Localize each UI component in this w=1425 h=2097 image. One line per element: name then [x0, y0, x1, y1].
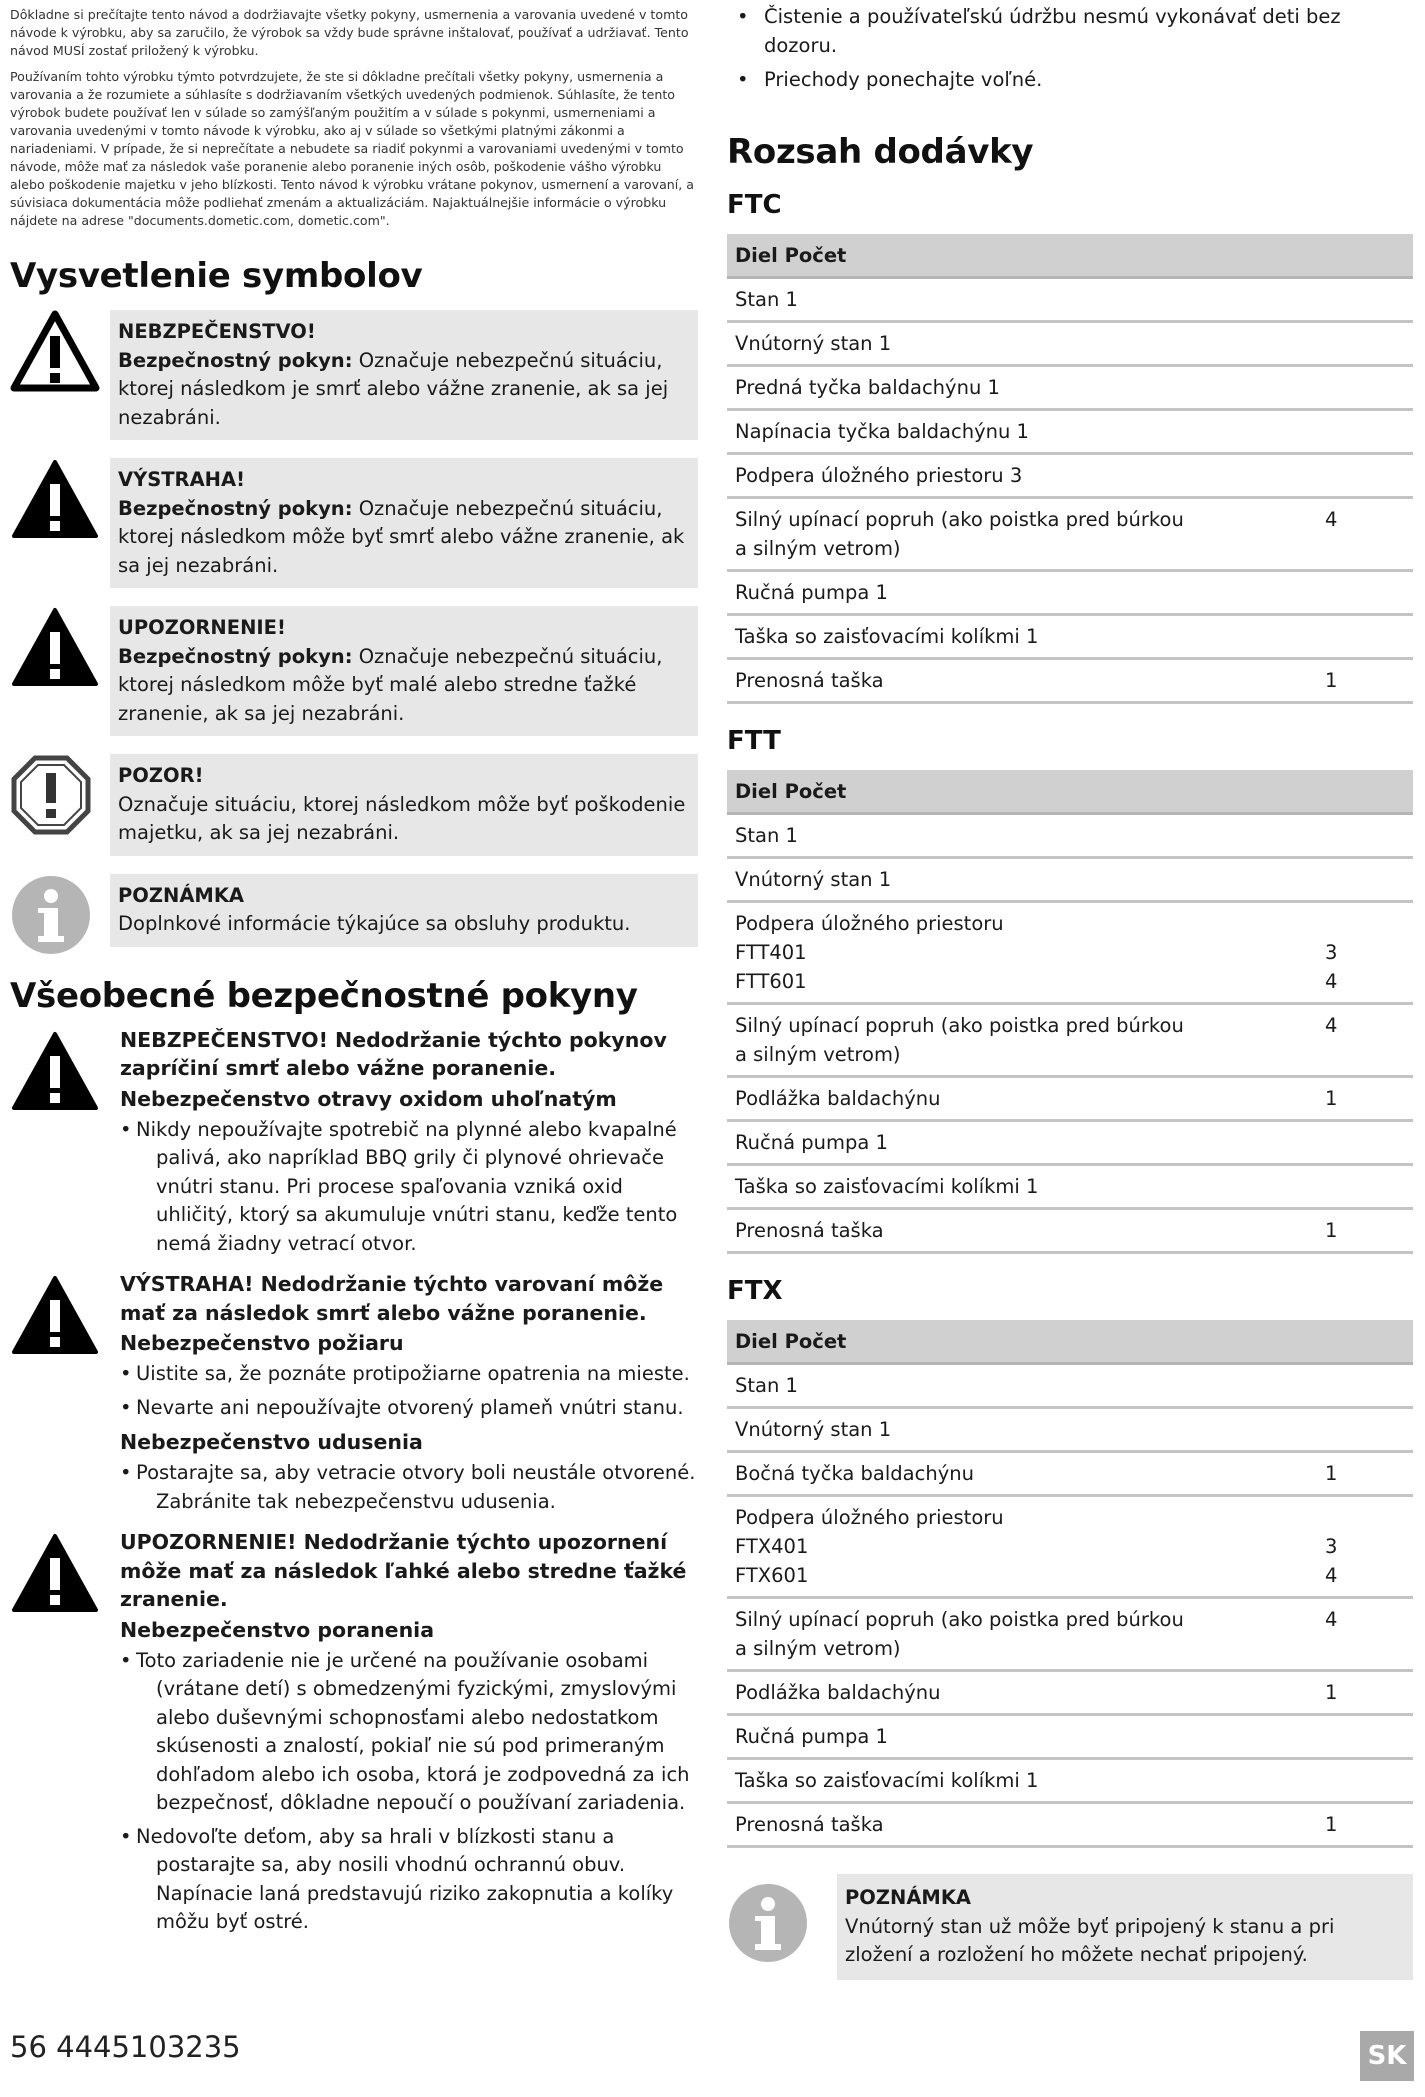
- page-number: 56 4445103235: [10, 2030, 241, 2064]
- hazard-title: Nebezpečenstvo udusenia: [120, 1430, 423, 1454]
- symbol-text: Označuje situáciu, ktorej následkom môže byť poškodenie majetku, ak sa jej nezabráni.: [118, 792, 686, 844]
- hazard-title: Nebezpečenstvo požiaru: [120, 1331, 404, 1355]
- symbol-lead: Bezpečnostný pokyn:: [118, 348, 353, 372]
- model-title-ftx: FTX: [727, 1276, 783, 1306]
- intro-paragraph: Používaním tohto výrobku týmto potvrdzujete, že ste si dôkladne prečítali všetky pokyny, usmernenia a varovania a že rozumiete a súhlasíte s dodržiavaním všetkých uvedených podmienok. Súhlasíte, že tento výrobok budete používať len v súlade so zamýšľaným použitím a v súlade s pokynmi, usmerneniami a varovania uvedenými v tomto návode k výrobku, ako aj v súlade so všetkými platnými zákonmi a nariadeniami. V prípade, že si neprečítate a nebudete sa riadiť pokynmi a varovaniami uvedenými v tomto návode, môže mať za následok vaše poranenie alebo poranenie iných osôb, poškodenie vášho výrobku alebo poškodenie majetku v jeho blízkosti. Tento návod k výrobku vrátane pokynov, usmernení a varovaní, a súvisiaca dokumentácia môže podliehať zmenám a aktualizáciám. Najaktuálnejšie informácie o výrobku nájdete na adrese "documents.dometic.com, dometic.com".: [10, 69, 695, 228]
- part-count: [1317, 1165, 1413, 1209]
- parts-table-ftx: [727, 1320, 1413, 1848]
- part-name: Silný upínací popruh (ako poistka pred búrkou a silným vetrom): [727, 498, 1317, 571]
- table-row: [727, 1803, 1413, 1847]
- part-name: Silný upínací popruh (ako poistka pred búrkou a silným vetrom): [727, 1598, 1317, 1671]
- part-count: 1: [1317, 1803, 1413, 1847]
- part-count: 4: [1317, 1561, 1413, 1598]
- symbol-title: VÝSTRAHA!: [118, 468, 245, 491]
- language-badge: SK: [1360, 2031, 1414, 2081]
- symbol-text: Označuje nebezpečnú situáciu, ktorej následkom môže byť malé alebo stredne ťažké zranenie, ak sa jej nezabráni.: [118, 644, 663, 725]
- safety-warning: [10, 1270, 698, 1522]
- info-icon: [10, 874, 110, 956]
- part-name: FTX601: [727, 1561, 1317, 1598]
- table-header: Diel Počet: [727, 234, 1413, 278]
- part-name: Ručná pumpa 1: [727, 1121, 1317, 1165]
- part-count: 4: [1317, 1004, 1413, 1077]
- table-header: Diel Počet: [727, 770, 1413, 814]
- part-count: 3: [1325, 1535, 1338, 1558]
- table-row: [727, 938, 1413, 967]
- symbol-note: [10, 874, 698, 956]
- symbol-lead: Bezpečnostný pokyn:: [118, 644, 353, 668]
- table-row: [727, 1671, 1413, 1715]
- symbol-warning: [10, 458, 698, 588]
- right-column: [727, 2, 1413, 1980]
- table-row: [727, 814, 1413, 858]
- part-name: Stan 1: [727, 1364, 1317, 1408]
- warning-triangle-icon: [10, 310, 110, 392]
- table-row: [727, 454, 1413, 498]
- warning-solid-icon: [10, 458, 110, 540]
- part-name: FTX401: [735, 1535, 809, 1558]
- table-row: [727, 615, 1413, 659]
- symbol-text: Doplnkové informácie týkajúce sa obsluhy produktu.: [118, 912, 631, 935]
- symbol-title: NEBZPEČENSTVO!: [118, 320, 316, 343]
- symbol-title: UPOZORNENIE!: [118, 616, 286, 639]
- table-row: [727, 498, 1413, 571]
- table-row: [727, 659, 1413, 703]
- part-name: Prenosná taška: [727, 1209, 1317, 1253]
- part-name: Predná tyčka baldachýnu 1: [727, 366, 1317, 410]
- warning-solid-icon: [10, 606, 110, 688]
- list-item: • Nevarte ani nepoužívajte otvorený plameň vnútri stanu.: [120, 1394, 698, 1423]
- note-title: POZNÁMKA: [845, 1886, 972, 1909]
- part-count: [1317, 1364, 1413, 1408]
- part-name: Taška so zaisťovacími kolíkmi 1: [727, 1165, 1317, 1209]
- table-row: [727, 1165, 1413, 1209]
- part-name: Bočná tyčka baldachýnu: [727, 1452, 1317, 1496]
- part-count: 4: [1317, 967, 1413, 1004]
- table-row: [727, 1532, 1413, 1561]
- part-count: 4: [1317, 1598, 1413, 1671]
- part-count: [1317, 1408, 1413, 1452]
- symbol-caution: [10, 606, 698, 736]
- parts-table-ftt: [727, 770, 1413, 1254]
- table-row: [727, 1364, 1413, 1408]
- intro-text: [10, 6, 698, 230]
- part-count: [1317, 1121, 1413, 1165]
- table-row: [727, 1408, 1413, 1452]
- parts-table-ftc: [727, 234, 1413, 704]
- table-row: [727, 1209, 1413, 1253]
- part-name: Podpera úložného priestoru 3: [727, 454, 1317, 498]
- part-count: [1317, 410, 1413, 454]
- part-count: [1317, 571, 1413, 615]
- note-box: [727, 1874, 1413, 1980]
- symbol-title: POZNÁMKA: [118, 883, 245, 907]
- part-name: Stan 1: [727, 814, 1317, 858]
- symbol-title: POZOR!: [118, 764, 204, 787]
- part-name: Ručná pumpa 1: [727, 571, 1317, 615]
- table-row: [727, 410, 1413, 454]
- list-item: • Nedovoľte deťom, aby sa hrali v blízkosti stanu a postarajte sa, aby nosili vhodnú ochrannú obuv. Napínacie laná predstavujú riziko zakopnutia a kolíky môžu byť ostré.: [120, 1823, 698, 1937]
- table-row: [727, 1715, 1413, 1759]
- part-count: [1317, 366, 1413, 410]
- danger-headline: NEBZPEČENSTVO! Nedodržanie týchto pokynov zapríčiní smrť alebo vážne poranenie.: [120, 1027, 667, 1080]
- safety-heading: Všeobecné bezpečnostné pokyny: [10, 975, 638, 1016]
- table-row: [727, 1121, 1413, 1165]
- part-name: Vnútorný stan 1: [727, 858, 1317, 902]
- symbol-lead: Bezpečnostný pokyn:: [118, 496, 353, 520]
- safety-caution: [10, 1528, 698, 1943]
- model-title-ftc: FTC: [727, 190, 782, 220]
- symbol-danger: [10, 310, 698, 440]
- list-item: • Čistenie a používateľskú údržbu nesmú vykonávať deti bez dozoru.: [727, 2, 1413, 60]
- symbol-notice: [10, 754, 698, 856]
- table-row: [727, 858, 1413, 902]
- list-item: • Uistite sa, že poznáte protipožiarne opatrenia na mieste.: [120, 1360, 698, 1389]
- part-name: FTT401: [735, 941, 807, 964]
- note-text: Vnútorný stan už môže byť pripojený k stanu a pri zložení a rozložení ho môžete nechať pripojený.: [845, 1914, 1335, 1966]
- part-name: Podlážka baldachýnu: [727, 1671, 1317, 1715]
- symbols-heading: Vysvetlenie symbolov: [10, 256, 423, 296]
- table-row: [727, 1496, 1413, 1533]
- table-row: [727, 967, 1413, 1004]
- warning-solid-icon: [10, 1270, 120, 1360]
- part-count: [1317, 1715, 1413, 1759]
- part-count: 4: [1317, 498, 1413, 571]
- intro-paragraph: Dôkladne si prečítajte tento návod a dodržiavajte všetky pokyny, usmernenia a varovania uvedené v tomto návode k výrobku, aby sa zaručilo, že výrobok sa vždy bude správne inštalovať, používať a udržiavať. Tento návod MUSÍ zostať priložený k výrobku.: [10, 7, 689, 58]
- delivery-heading: Rozsah dodávky: [727, 132, 1034, 172]
- table-row: [727, 1759, 1413, 1803]
- part-name: FTT601: [727, 967, 1317, 1004]
- part-count: [1317, 278, 1413, 322]
- part-name: Silný upínací popruh (ako poistka pred búrkou a silným vetrom): [727, 1004, 1317, 1077]
- part-count: 1: [1317, 1671, 1413, 1715]
- table-row: [727, 1004, 1413, 1077]
- part-count: [1317, 858, 1413, 902]
- part-name: Podpera úložného priestoru: [735, 1506, 1004, 1529]
- table-row: [727, 571, 1413, 615]
- list-item: • Nikdy nepoužívajte spotrebič na plynné alebo kvapalné palivá, ako napríklad BBQ grily či plynové ohrievače vnútri stanu. Pri procese spaľovania vzniká oxid uhličitý, ktorý sa akumuluje vnútri stanu, keďže tento nemá žiadny vetrací otvor.: [120, 1116, 698, 1259]
- info-icon: [727, 1874, 837, 1980]
- warning-solid-icon: [10, 1528, 120, 1618]
- list-item: • Postarajte sa, aby vetracie otvory boli neustále otvorené. Zabránite tak nebezpečenstvu udusenia.: [120, 1459, 698, 1516]
- warning-solid-icon: [10, 1026, 120, 1116]
- part-count: 1: [1317, 659, 1413, 703]
- part-count: 1: [1317, 1209, 1413, 1253]
- safety-danger: [10, 1026, 698, 1265]
- table-row: [727, 1077, 1413, 1121]
- part-name: Napínacia tyčka baldachýnu 1: [727, 410, 1317, 454]
- part-count: 1: [1317, 1077, 1413, 1121]
- octagon-exclamation-icon: [10, 754, 110, 836]
- symbol-text: Označuje nebezpečnú situáciu, ktorej následkom môže byť smrť alebo vážne zranenie, ak sa jej nezabráni.: [118, 496, 685, 577]
- part-name: Vnútorný stan 1: [727, 322, 1317, 366]
- part-name: Prenosná taška: [727, 1803, 1317, 1847]
- part-name: Taška so zaisťovacími kolíkmi 1: [727, 1759, 1317, 1803]
- left-column: [10, 6, 698, 1949]
- part-name: Ručná pumpa 1: [727, 1715, 1317, 1759]
- part-count: [1317, 454, 1413, 498]
- warning-headline: VÝSTRAHA! Nedodržanie týchto varovaní môže mať za následok smrť alebo vážne poranenie.: [120, 1272, 664, 1325]
- table-row: [727, 366, 1413, 410]
- table-row: [727, 902, 1413, 939]
- part-count: [1317, 1759, 1413, 1803]
- part-name: Vnútorný stan 1: [727, 1408, 1317, 1452]
- part-count: 1: [1317, 1452, 1413, 1496]
- part-name: Podpera úložného priestoru: [735, 912, 1004, 935]
- part-name: Stan 1: [727, 278, 1317, 322]
- table-header: Diel Počet: [727, 1320, 1413, 1364]
- part-name: Podlážka baldachýnu: [727, 1077, 1317, 1121]
- model-title-ftt: FTT: [727, 726, 781, 756]
- table-row: [727, 1452, 1413, 1496]
- list-item: • Priechody ponechajte voľné.: [727, 65, 1413, 94]
- hazard-title: Nebezpečenstvo otravy oxidom uhoľnatým: [120, 1086, 617, 1111]
- table-row: [727, 322, 1413, 366]
- right-bullets: [727, 2, 1413, 94]
- part-count: [1317, 615, 1413, 659]
- part-count: [1317, 814, 1413, 858]
- part-count: [1317, 322, 1413, 366]
- part-count: 3: [1325, 941, 1338, 964]
- table-row: [727, 1598, 1413, 1671]
- list-item: • Toto zariadenie nie je určené na používanie osobami (vrátane detí) s obmedzenými fyzickými, zmyslovými alebo duševnými schopnosťami alebo nedostatkom skúsenosti a znalostí, pokiaľ nie sú pod primeraným dohľadom alebo ich osoba, ktorá je zodpovedná za ich bezpečnosť, dôkladne nepoučí o používaní zariadenia.: [120, 1647, 698, 1818]
- table-row: [727, 1561, 1413, 1598]
- hazard-title: Nebezpečenstvo poranenia: [120, 1617, 435, 1642]
- caution-headline: UPOZORNENIE! Nedodržanie týchto upozornení môže mať za následok ľahké alebo stredne ťažké zranenie.: [120, 1530, 687, 1611]
- symbol-text: Označuje nebezpečnú situáciu, ktorej následkom je smrť alebo vážne zranenie, ak sa jej nezabráni.: [118, 348, 669, 429]
- table-row: [727, 278, 1413, 322]
- part-name: Taška so zaisťovacími kolíkmi 1: [727, 615, 1317, 659]
- part-name: Prenosná taška: [727, 659, 1317, 703]
